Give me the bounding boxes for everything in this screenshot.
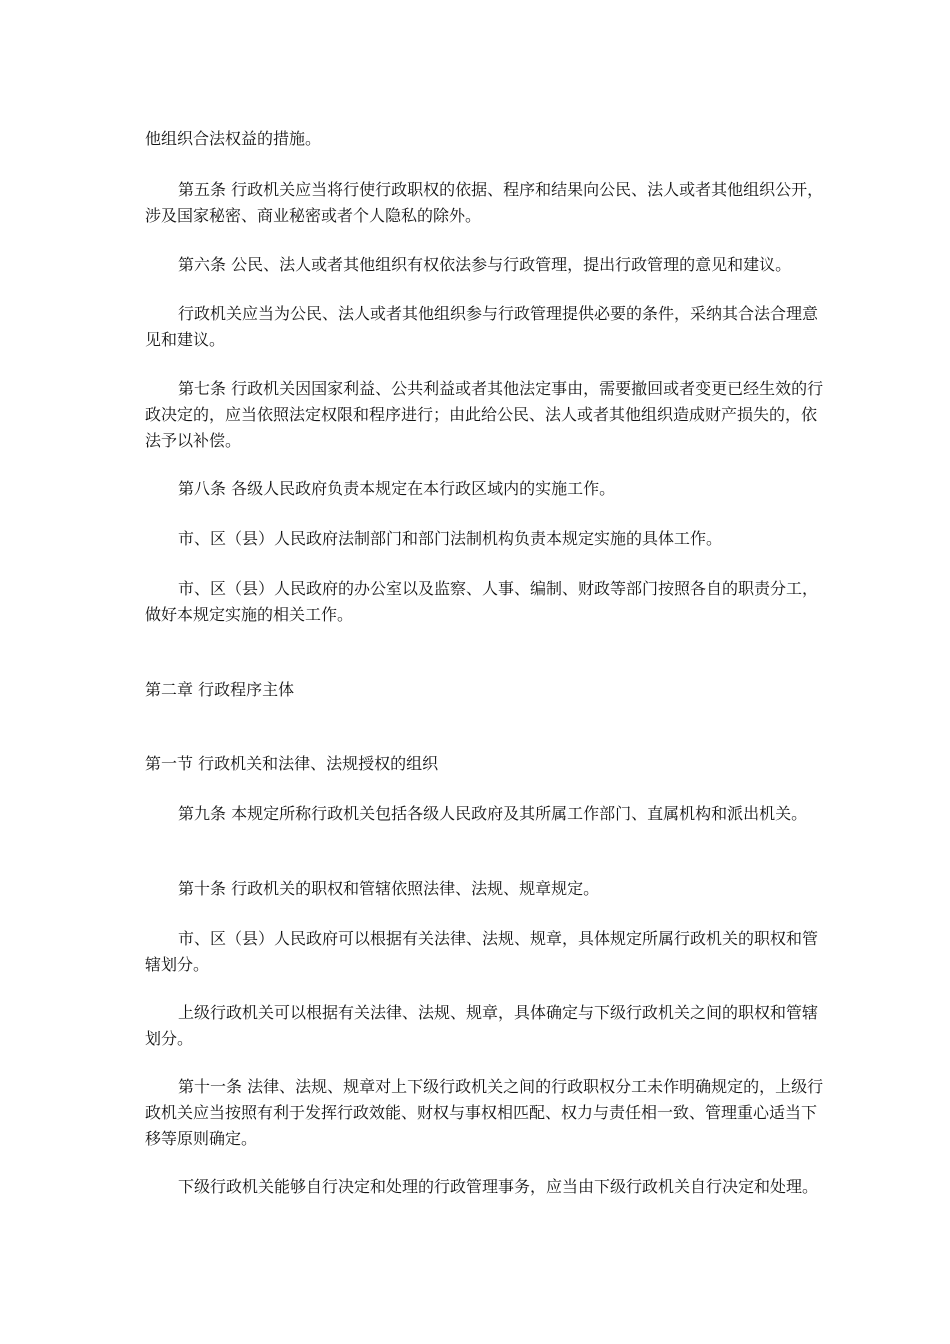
paragraph-article-9: 第九条 本规定所称行政机关包括各级人民政府及其所属工作部门、直属机构和派出机关。 <box>178 804 808 823</box>
paragraph-article-7: 第七条 行政机关因国家利益、公共利益或者其他法定事由，需要撤回或者变更已经生效的行政决定的，应当依照法定权限和程序进行；由此给公民、法人或者其他组织造成财产损失的，依法予以补偿。 <box>145 379 824 450</box>
paragraph-article-10-clause-3: 上级行政机关可以根据有关法律、法规、规章，具体确定与下级行政机关之间的职权和管辖划分。 <box>145 1003 819 1048</box>
paragraph-article-11-clause-2: 下级行政机关能够自行决定和处理的行政管理事务，应当由下级行政机关自行决定和处理。 <box>178 1177 819 1196</box>
paragraph-article-8: 第八条 各级人民政府负责本规定在本行政区域内的实施工作。 <box>178 479 616 498</box>
paragraph-article-6-clause: 行政机关应当为公民、法人或者其他组织参与行政管理提供必要的条件，采纳其合法合理意见和建议。 <box>145 304 819 349</box>
paragraph-continuation: 他组织合法权益的措施。 <box>145 129 322 148</box>
paragraph-article-5: 第五条 行政机关应当将行使行政职权的依据、程序和结果向公民、法人或者其他组织公开，涉及国家秘密、商业秘密或者个人隐私的除外。 <box>145 180 824 225</box>
section-heading: 第一节 行政机关和法律、法规授权的组织 <box>145 754 439 773</box>
paragraph-article-10: 第十条 行政机关的职权和管辖依照法律、法规、规章规定。 <box>178 879 600 898</box>
paragraph-article-11: 第十一条 法律、法规、规章对上下级行政机关之间的行政职权分工未作明确规定的，上级行政机关应当按照有利于发挥行政效能、财权与事权相匹配、权力与责任相一致、管理重心适当下移等原则确定。 <box>145 1077 824 1148</box>
paragraph-article-6: 第六条 公民、法人或者其他组织有权依法参与行政管理，提出行政管理的意见和建议。 <box>178 255 792 274</box>
paragraph-article-8-clause-2: 市、区（县）人民政府法制部门和部门法制机构负责本规定实施的具体工作。 <box>178 529 723 548</box>
chapter-heading: 第二章 行政程序主体 <box>145 680 295 699</box>
paragraph-article-10-clause-2: 市、区（县）人民政府可以根据有关法律、法规、规章，具体规定所属行政机关的职权和管辖划分。 <box>145 929 819 974</box>
paragraph-article-8-clause-3: 市、区（县）人民政府的办公室以及监察、人事、编制、财政等部门按照各自的职责分工，做好本规定实施的相关工作。 <box>145 579 819 624</box>
